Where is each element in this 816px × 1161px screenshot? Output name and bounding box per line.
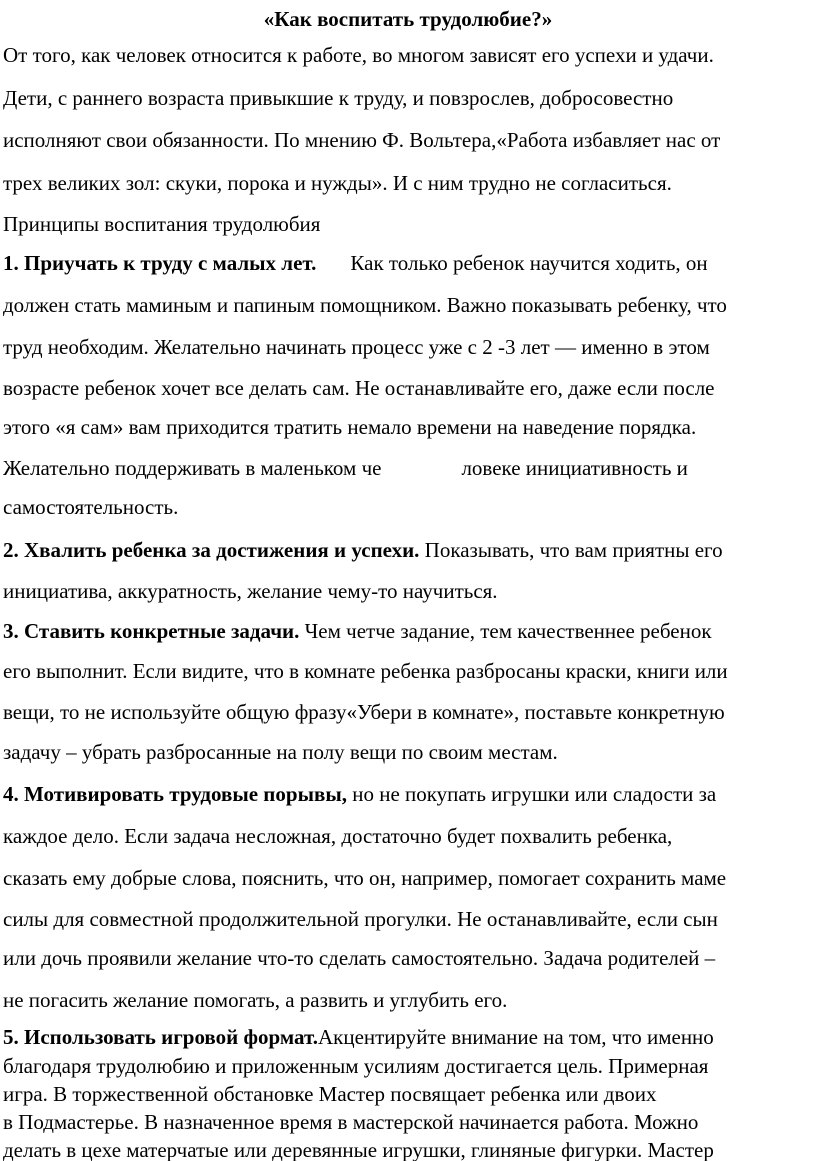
principle-5-text: Акцентируйте внимание на том, что именно xyxy=(317,1025,714,1049)
principle-1-line-6-end: ловеке инициативность и xyxy=(461,456,688,480)
principle-5-line-3: игра. В торжественной обстановке Мастер посвящает ребенка или двоих xyxy=(3,1082,657,1106)
principle-5-line-5: делать в цехе матерчатые или деревянные игрушки, глиняные фигурки. Мастер xyxy=(3,1138,714,1161)
principle-1-first-line xyxy=(3,250,708,276)
principle-5-first-line xyxy=(3,1025,714,1049)
principle-4-title: 4. Мотивировать трудовые порывы, xyxy=(3,782,347,806)
principle-4-line-5: или дочь проявили желание что-то сделать самостоятельно. Задача родителей – xyxy=(3,946,716,970)
principle-3-text: Чем четче задание, тем качественнее ребенок xyxy=(304,619,712,643)
principle-3-line-2: его выполнит. Если видите, что в комнате ребенка разбросаны краски, книги или xyxy=(3,659,728,683)
principle-1-line-3: труд необходим. Желательно начинать процесс уже с 2 -3 лет — именно в этом xyxy=(3,335,710,359)
intro-line-3: исполняют свои обязанности. По мнению Ф. Вольтера,«Работа избавляет нас от xyxy=(3,128,721,152)
principle-1-line-2: должен стать маминым и папиным помощником. Важно показывать ребенку, что xyxy=(3,293,727,317)
principle-4-text: но не покупать игрушки или сладости за xyxy=(352,782,717,806)
document-title: «Как воспитать трудолюбие?» xyxy=(263,7,553,31)
intro-line-4: трех великих зол: скуки, порока и нужды». И с ним трудно не согласиться. xyxy=(3,171,672,195)
principle-2-text: Показывать, что вам приятны его xyxy=(424,538,723,562)
principle-1-title: 1. Приучать к труду с малых лет. xyxy=(3,251,317,275)
principle-1-line-4: возрасте ребенок хочет все делать сам. Не останавливайте его, даже если после xyxy=(3,376,715,400)
principle-3-line-4: задачу – убрать разбросанные на полу вещи по своим местам. xyxy=(3,740,558,764)
principle-4-line-3: сказать ему добрые слова, пояснить, что он, например, помогает сохранить маме xyxy=(3,866,727,890)
principle-1-line-5: этого «я сам» вам приходится тратить немало времени на наведение порядка. xyxy=(3,415,697,439)
principle-3-title: 3. Ставить конкретные задачи. xyxy=(3,619,300,643)
principle-1-line-6-start: Желательно поддерживать в маленьком че xyxy=(3,456,382,480)
principle-2-first-line xyxy=(3,537,723,563)
principles-heading: Принципы воспитания трудолюбия xyxy=(3,212,321,236)
principle-3-line-3: вещи, то не используйте общую фразу«Убери в комнате», поставьте конкретную xyxy=(3,700,725,724)
principle-4-first-line xyxy=(3,781,716,807)
principle-3-first-line xyxy=(3,618,712,644)
principle-5-title: 5. Использовать игровой формат. xyxy=(3,1025,318,1049)
intro-line-1: От того, как человек относится к работе, во многом зависят его успехи и удачи. xyxy=(3,43,714,67)
principle-1-line-7: самостоятельность. xyxy=(3,495,179,519)
intro-line-2: Дети, с раннего возраста привыкшие к труду, и повзрослев, добросовестно xyxy=(3,86,674,110)
principle-4-line-6: не погасить желание помогать, а развить и углубить его. xyxy=(3,988,508,1012)
principle-5-line-4: в Подмастерье. В назначенное время в мастерской начинается работа. Можно xyxy=(3,1110,699,1134)
principle-2-line-2: инициатива, аккуратность, желание чему-то научиться. xyxy=(3,579,498,603)
principle-4-line-4: силы для совместной продолжительной прогулки. Не останавливайте, если сын xyxy=(3,907,718,931)
principle-4-line-2: каждое дело. Если задача несложная, достаточно будет похвалить ребенка, xyxy=(3,824,673,848)
principle-1-text: Как только ребенок научится ходить, он xyxy=(350,251,708,275)
principle-5-line-2: благодаря трудолюбию и приложенным усилиям достигается цель. Примерная xyxy=(3,1054,709,1078)
principle-1-line-6 xyxy=(3,455,688,481)
principle-2-title: 2. Хвалить ребенка за достижения и успехи. xyxy=(3,538,420,562)
